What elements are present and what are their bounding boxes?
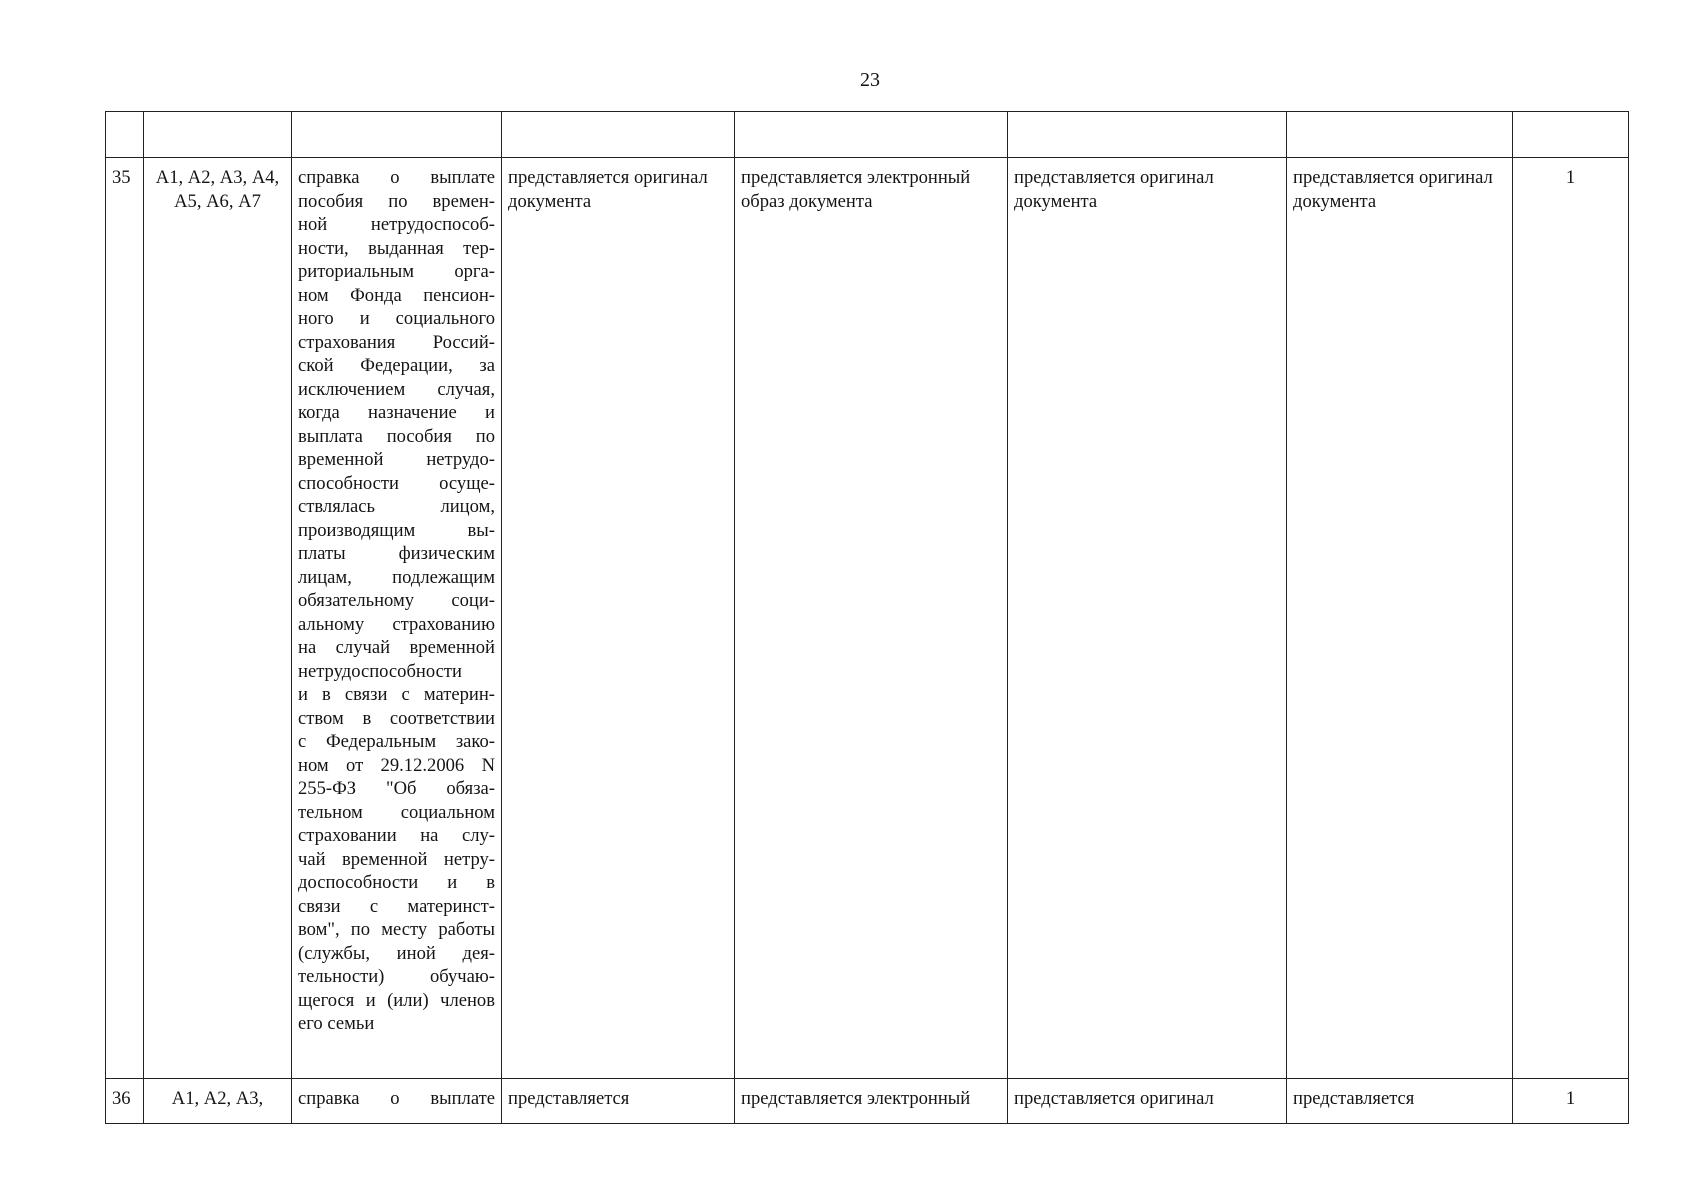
- description-line: ствлялась лицом,: [298, 496, 495, 517]
- description-line: чай временной нетру-: [298, 848, 495, 870]
- row-count: 1: [1513, 158, 1629, 1079]
- description-line: ской Федерации, за: [298, 355, 495, 376]
- document-table: [105, 111, 1629, 1124]
- description-line: исключением случая,: [298, 378, 495, 400]
- description-line: лицам, подлежащим: [298, 566, 495, 588]
- description-line: когда назначение и: [298, 402, 495, 423]
- header-cell: [1513, 112, 1629, 158]
- row-codes: А1, А2, А3, А4, А5, А6, А7: [144, 158, 292, 1079]
- row-col4: представляется: [502, 1079, 735, 1124]
- description-line: ности, выданная тер-: [298, 237, 495, 259]
- description-line: справка о выплате: [298, 1088, 495, 1109]
- description-line: выплата пособия по: [298, 425, 495, 447]
- description-line: на случай временной: [298, 637, 495, 658]
- header-cell: [1287, 112, 1513, 158]
- description-line: справка о выплате: [298, 167, 495, 188]
- row-col6: представляется оригинал: [1008, 1079, 1287, 1124]
- row-description: [292, 1079, 502, 1124]
- row-count: 1: [1513, 1079, 1629, 1124]
- row-number: 36: [106, 1079, 144, 1124]
- row-col7: представляется оригинал документа: [1287, 158, 1513, 1079]
- description-line: пособия по времен-: [298, 190, 495, 212]
- description-line: страхования Россий-: [298, 331, 495, 353]
- description-line: 255-ФЗ "Об обяза-: [298, 778, 495, 799]
- table-row: [106, 158, 1629, 1079]
- row-codes: А1, А2, А3,: [144, 1079, 292, 1124]
- description-line: тельности) обучаю-: [298, 966, 495, 987]
- description-line: щегося и (или) членов: [298, 989, 495, 1011]
- description-line: обязательному соци-: [298, 590, 495, 611]
- description-line: производящим вы-: [298, 519, 495, 541]
- row-col4: представляется оригинал документа: [502, 158, 735, 1079]
- description-line: нетрудоспособности: [298, 660, 462, 682]
- row-col5: представляется электронный образ документа: [735, 158, 1008, 1079]
- header-cell: [735, 112, 1008, 158]
- header-cell: [1008, 112, 1287, 158]
- description-line: временной нетрудо-: [298, 449, 495, 470]
- description-line: и в связи с материн-: [298, 684, 495, 705]
- description-line: вом", по месту работы: [298, 919, 495, 940]
- description-line: связи с материнст-: [298, 895, 495, 917]
- description-line: риториальным орга-: [298, 261, 495, 282]
- table-header-row: [106, 112, 1629, 158]
- page-number: 23: [860, 69, 880, 91]
- description-line: доспособности и в: [298, 872, 495, 893]
- header-cell: [106, 112, 144, 158]
- description-line: ном от 29.12.2006 N: [298, 754, 495, 776]
- description-line: способности осуще-: [298, 472, 495, 494]
- header-cell: [292, 112, 502, 158]
- row-col5: представляется электронный: [735, 1079, 1008, 1124]
- description-line: ном Фонда пенсион-: [298, 284, 495, 306]
- table-row: [106, 1079, 1629, 1124]
- row-col6: представляется оригинал документа: [1008, 158, 1287, 1079]
- description-line: ством в соответствии: [298, 707, 495, 729]
- header-cell: [144, 112, 292, 158]
- description-line: тельном социальном: [298, 801, 495, 823]
- description-line: его семьи: [298, 1013, 375, 1034]
- description-line: альному страхованию: [298, 613, 495, 635]
- description-line: (службы, иной дея-: [298, 942, 495, 964]
- row-number: 35: [106, 158, 144, 1079]
- header-cell: [502, 112, 735, 158]
- description-line: с Федеральным зако-: [298, 731, 495, 752]
- row-col7: представляется: [1287, 1079, 1513, 1124]
- description-line: ной нетрудоспособ-: [298, 214, 495, 235]
- description-line: страховании на слу-: [298, 825, 495, 846]
- row-description: [292, 158, 502, 1079]
- description-line: платы физическим: [298, 543, 495, 564]
- description-line: ного и социального: [298, 308, 495, 329]
